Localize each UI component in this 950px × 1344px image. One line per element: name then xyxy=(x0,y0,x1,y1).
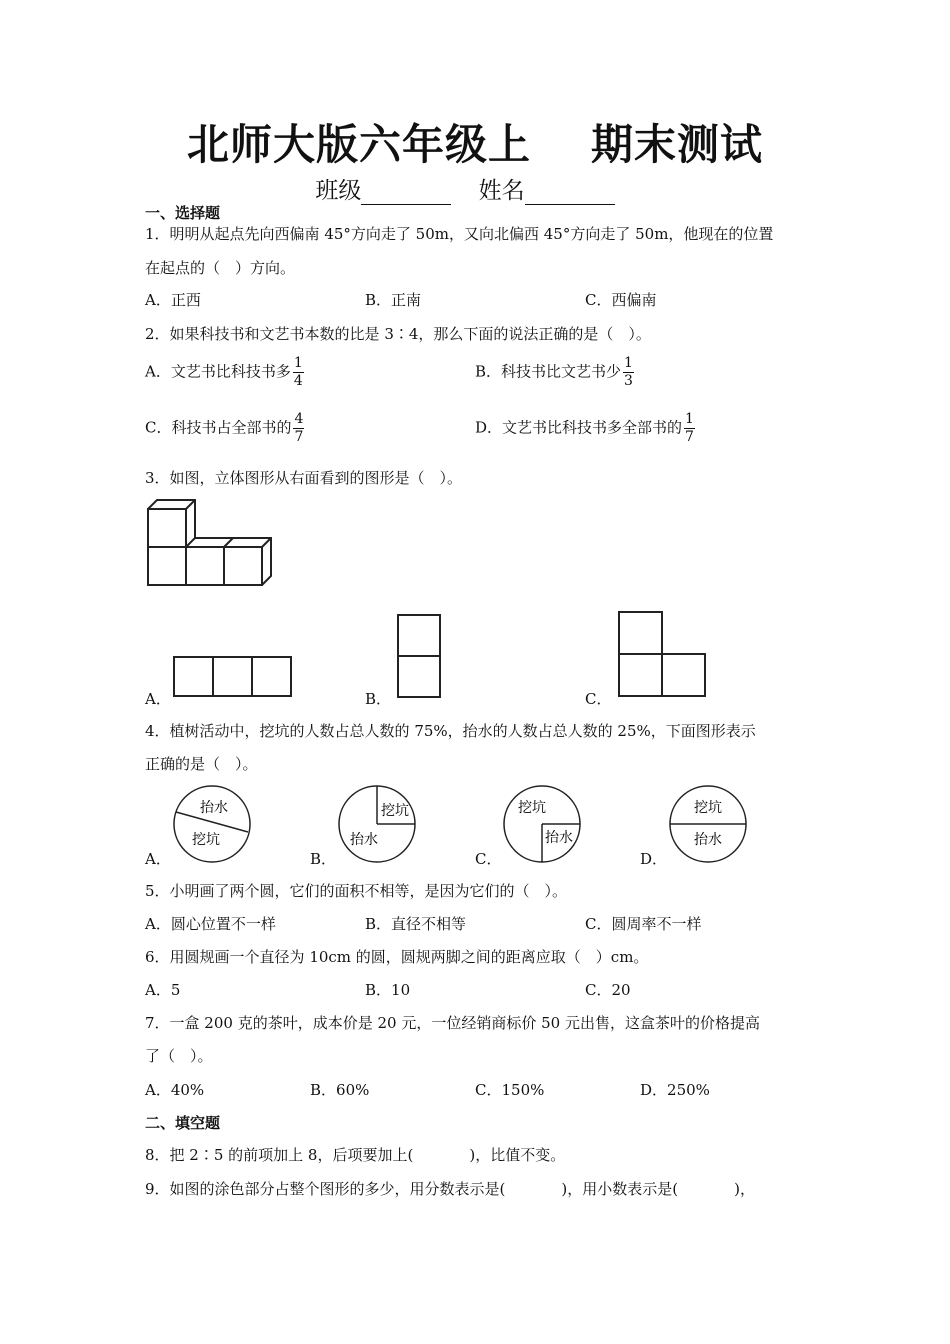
option-c[interactable]: C．20 xyxy=(585,981,631,999)
fraction: $\frac{1}{7}$ xyxy=(685,411,694,445)
option-text: C．科技书占全部书的 xyxy=(145,418,292,437)
question-text: 4．植树活动中，挖坑的人数占总人数的 75%，抬水的人数占总人数的 25%，下面图形表示 xyxy=(145,722,756,740)
option-b[interactable]: B．直径不相等 xyxy=(365,915,467,933)
option-a[interactable]: A．正西 xyxy=(145,291,201,309)
option-c[interactable]: C．圆周率不一样 xyxy=(585,915,702,933)
question-text: 了（ ）。 xyxy=(145,1047,213,1065)
option-text: B．科技书比文艺书少 xyxy=(475,362,622,381)
class-blank[interactable] xyxy=(361,182,451,205)
pie-option-d xyxy=(666,782,750,866)
question-text: 在起点的（ ）方向。 xyxy=(145,259,296,277)
option-c[interactable]: C． xyxy=(475,850,502,868)
option-c[interactable]: C．150% xyxy=(475,1081,545,1099)
option-d[interactable]: D． xyxy=(640,850,668,868)
pie-label: 抬水 xyxy=(694,832,722,848)
option-b[interactable]: B．10 xyxy=(365,981,411,999)
option-c[interactable]: C． xyxy=(585,690,612,708)
name-label: 姓名 xyxy=(478,178,525,204)
option-b[interactable]: B． xyxy=(310,850,337,868)
pie-label: 挖坑 xyxy=(694,800,722,816)
pie-label: 抬水 xyxy=(545,830,573,846)
option-c[interactable] xyxy=(145,411,304,446)
pie-label: 挖坑 xyxy=(192,832,220,848)
option-a[interactable] xyxy=(145,355,304,390)
option-a[interactable]: A．圆心位置不一样 xyxy=(145,915,276,933)
name-blank[interactable] xyxy=(525,182,615,205)
option-a[interactable]: A．40% xyxy=(145,1081,205,1099)
option-c-figure xyxy=(617,610,709,698)
option-a[interactable]: A． xyxy=(145,850,171,868)
question-text: 8．把 2∶5 的前项加上 8，后项要加上( )，比值不变。 xyxy=(145,1146,566,1164)
question-text: 1．明明从起点先向西偏南 45°方向走了 50m，又向北偏西 45°方向走了 50m，他现在的位置 xyxy=(145,225,774,243)
section-title: 二、填空题 xyxy=(145,1114,221,1132)
page-title: 北师大版六年级上 期末测试 xyxy=(186,120,764,169)
option-c[interactable]: C．西偏南 xyxy=(585,291,657,309)
option-b[interactable] xyxy=(475,355,634,390)
pie-option-b xyxy=(335,782,419,866)
option-b-figure xyxy=(396,613,442,699)
pie-option-c xyxy=(500,782,584,866)
option-d[interactable] xyxy=(475,411,695,446)
option-b[interactable]: B． xyxy=(365,690,392,708)
option-b[interactable]: B．正南 xyxy=(365,291,422,309)
pie-label: 挖坑 xyxy=(518,800,546,816)
question-text: 正确的是（ ）。 xyxy=(145,755,258,773)
pie-option-a xyxy=(170,782,254,866)
fraction: $\frac{1}{3}$ xyxy=(624,355,633,389)
fraction: $\frac{4}{7}$ xyxy=(294,411,304,445)
question-text: 2．如果科技书和文艺书本数的比是 3∶4，那么下面的说法正确的是（ ）。 xyxy=(145,325,651,343)
option-a[interactable]: A． xyxy=(145,690,171,708)
fraction: $\frac{1}{4}$ xyxy=(293,355,303,389)
pie-label: 抬水 xyxy=(350,832,378,848)
option-d[interactable]: D．250% xyxy=(640,1081,710,1099)
question-text: 7．一盒 200 克的茶叶，成本价是 20 元，一位经销商标价 50 元出售，这盒茶叶的价格提高 xyxy=(145,1014,760,1032)
option-text: A．文艺书比科技书多 xyxy=(145,362,291,381)
pie-label: 抬水 xyxy=(200,800,228,816)
option-a-figure xyxy=(172,655,296,699)
section-title: 一、选择题 xyxy=(145,204,221,222)
question-text: 3．如图，立体图形从右面看到的图形是（ ）。 xyxy=(145,469,463,487)
pie-label: 挖坑 xyxy=(381,803,409,819)
student-info xyxy=(0,172,950,205)
option-b[interactable]: B．60% xyxy=(310,1081,370,1099)
option-text: D．文艺书比科技书多全部书的 xyxy=(475,418,683,437)
cube-figure xyxy=(140,495,285,593)
option-a[interactable]: A．5 xyxy=(145,981,181,999)
question-text: 5．小明画了两个圆，它们的面积不相等，是因为它们的（ ）。 xyxy=(145,882,568,900)
class-label: 班级 xyxy=(315,178,362,204)
question-text: 9．如图的涂色部分占整个图形的多少，用分数表示是( )，用小数表示是( )， xyxy=(145,1180,755,1198)
question-text: 6．用圆规画一个直径为 10cm 的圆，圆规两脚之间的距离应取（ ）cm。 xyxy=(145,948,649,966)
